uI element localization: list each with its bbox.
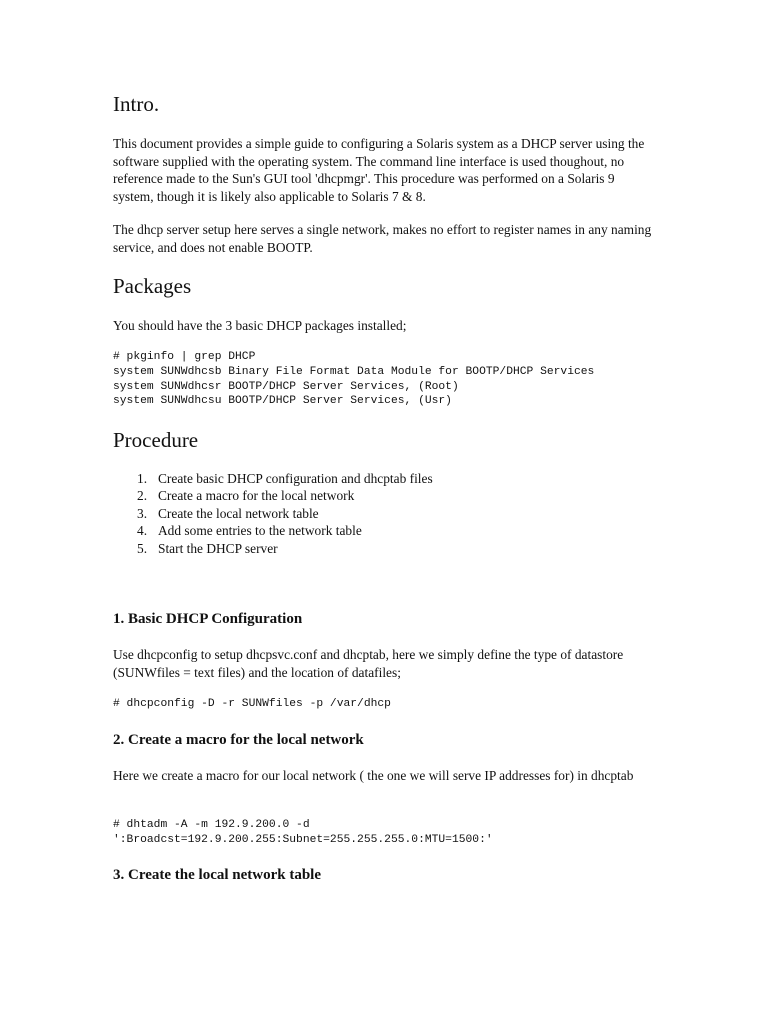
section2-heading: 2. Create a macro for the local network	[113, 732, 364, 748]
step-number: 3.	[137, 505, 148, 521]
list-item	[113, 540, 433, 557]
step-number: 5.	[137, 540, 148, 556]
intro-paragraph-2: The dhcp server setup here serves a single network, makes no effort to register names in any naming service, and does not enable BOOTP.	[113, 222, 652, 255]
packages-text: You should have the 3 basic DHCP packages installed;	[113, 318, 407, 333]
step-number: 4.	[137, 523, 148, 539]
code-line: # dhtadm -A -m 192.9.200.0 -d	[113, 819, 310, 831]
step-text: Create basic DHCP configuration and dhcptab files	[158, 471, 433, 486]
step-text: Create the local network table	[158, 505, 319, 521]
section1-code-block	[113, 697, 391, 712]
step-text: Add some entries to the network table	[158, 523, 362, 539]
packages-code-block	[113, 350, 594, 409]
intro-paragraph-1: This document provides a simple guide to configuring a Solaris system as a DHCP server using the software supplied with the operating system. The command line interface is used thoughout, no reference made to the Sun's GUI tool 'dhcpmgr'. This procedure was performed on a Solaris 9 system, though it is likely also applicable to Solaris 7 & 8.	[113, 136, 645, 204]
intro-heading: Intro.	[113, 92, 160, 116]
packages-heading: Packages	[113, 274, 192, 298]
step-number: 2.	[137, 488, 148, 504]
section2-text: Here we create a macro for our local network ( the one we will serve IP addresses for) in dhcptab	[113, 768, 634, 783]
code-line: # pkginfo | grep DHCP	[113, 351, 256, 363]
step-number: 1.	[137, 471, 148, 486]
code-line: # dhcpconfig -D -r SUNWfiles -p /var/dhcp	[113, 698, 391, 710]
procedure-heading: Procedure	[113, 428, 199, 452]
step-text: Start the DHCP server	[158, 540, 278, 556]
procedure-steps-list	[113, 470, 433, 557]
section1-heading: 1. Basic DHCP Configuration	[113, 611, 303, 627]
list-item	[113, 470, 433, 487]
list-item	[113, 505, 433, 522]
step-text: Create a macro for the local network	[158, 488, 355, 504]
section1-text: Use dhcpconfig to setup dhcpsvc.conf and dhcptab, here we simply define the type of datastore (SUNWfiles = text files) and the location of datafiles;	[113, 647, 624, 680]
code-line: ':Broadcst=192.9.200.255:Subnet=255.255.255.0:MTU=1500:'	[113, 833, 493, 846]
section3-heading: 3. Create the local network table	[113, 867, 322, 883]
list-item	[113, 487, 433, 504]
code-line: system SUNWdhcsu BOOTP/DHCP Server Services, (Usr)	[113, 395, 452, 408]
list-item	[113, 522, 433, 539]
code-line: system SUNWdhcsr BOOTP/DHCP Server Services, (Root)	[113, 380, 459, 393]
code-line: system SUNWdhcsb Binary File Format Data Module for BOOTP/DHCP Services	[113, 365, 595, 378]
section2-code-block	[113, 818, 493, 848]
